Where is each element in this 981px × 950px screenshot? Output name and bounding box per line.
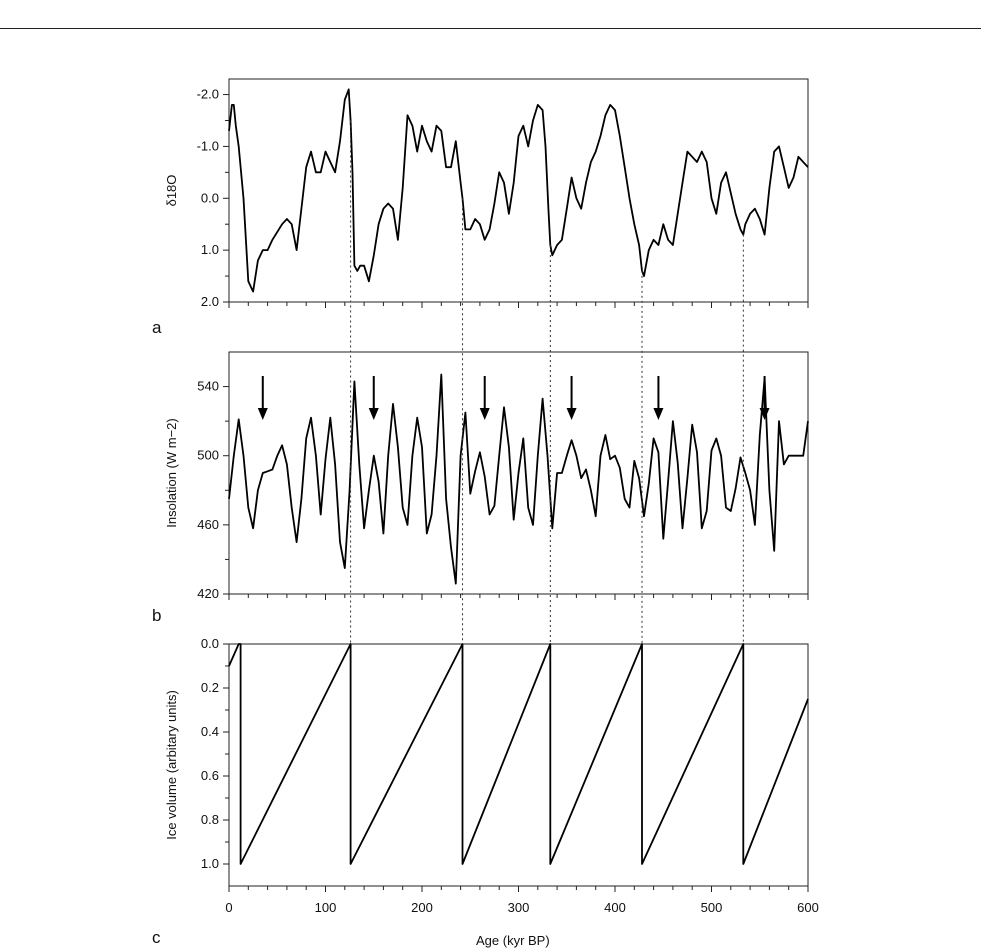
- arrow-head: [258, 408, 268, 420]
- series-line-b: [229, 375, 808, 584]
- y-tick-label: 0.2: [200, 680, 219, 695]
- panel-a-chart: [164, 79, 808, 309]
- x-tick-label: 100: [314, 900, 337, 915]
- panel-label-c: c: [152, 928, 161, 947]
- x-axis-title: Age (kyr BP): [476, 933, 550, 948]
- y-tick-label: 0.6: [200, 768, 219, 783]
- x-tick-label: 0: [225, 900, 233, 915]
- dotted-guide-lines: [351, 120, 744, 644]
- y-tick-label: 1.0: [200, 856, 219, 871]
- x-tick-label: 600: [797, 900, 819, 915]
- y-tick-label: 460: [197, 516, 219, 532]
- series-line-a: [229, 89, 808, 291]
- x-tick-label: 500: [700, 900, 723, 915]
- y-tick-label: 0.0: [200, 190, 219, 206]
- arrow-head: [653, 408, 663, 420]
- y-tick-label: 0.8: [200, 812, 219, 827]
- plot-frame-c: [229, 644, 808, 886]
- arrow-head: [369, 408, 379, 420]
- y-axis-title-b: Insolation (W m−2): [164, 418, 179, 528]
- y-tick-label: 500: [197, 447, 219, 463]
- x-tick-label: 300: [507, 900, 530, 915]
- panel-label-b: b: [152, 606, 162, 625]
- y-tick-label: -1.0: [196, 138, 219, 154]
- x-tick-label: 400: [604, 900, 626, 915]
- panel-label-a: a: [152, 318, 162, 337]
- y-tick-label: 420: [197, 586, 219, 601]
- y-tick-label: 0.0: [200, 636, 219, 651]
- y-axis-title-c: Ice volume (arbitary units): [164, 690, 179, 840]
- y-tick-label: 2.0: [200, 294, 219, 309]
- x-tick-label: 200: [411, 900, 433, 915]
- y-tick-label: 1.0: [200, 242, 219, 258]
- y-tick-label: -2.0: [196, 86, 219, 102]
- panel-c-chart: [164, 636, 819, 915]
- panel-b-chart: [164, 352, 808, 601]
- plot-frame-a: [229, 79, 808, 302]
- y-tick-label: 0.4: [200, 724, 219, 739]
- y-axis-title-a: δ18O: [164, 174, 179, 207]
- arrow-head: [480, 408, 490, 420]
- series-line-c: [229, 644, 808, 864]
- y-tick-label: 540: [197, 378, 219, 394]
- arrow-head: [567, 408, 577, 420]
